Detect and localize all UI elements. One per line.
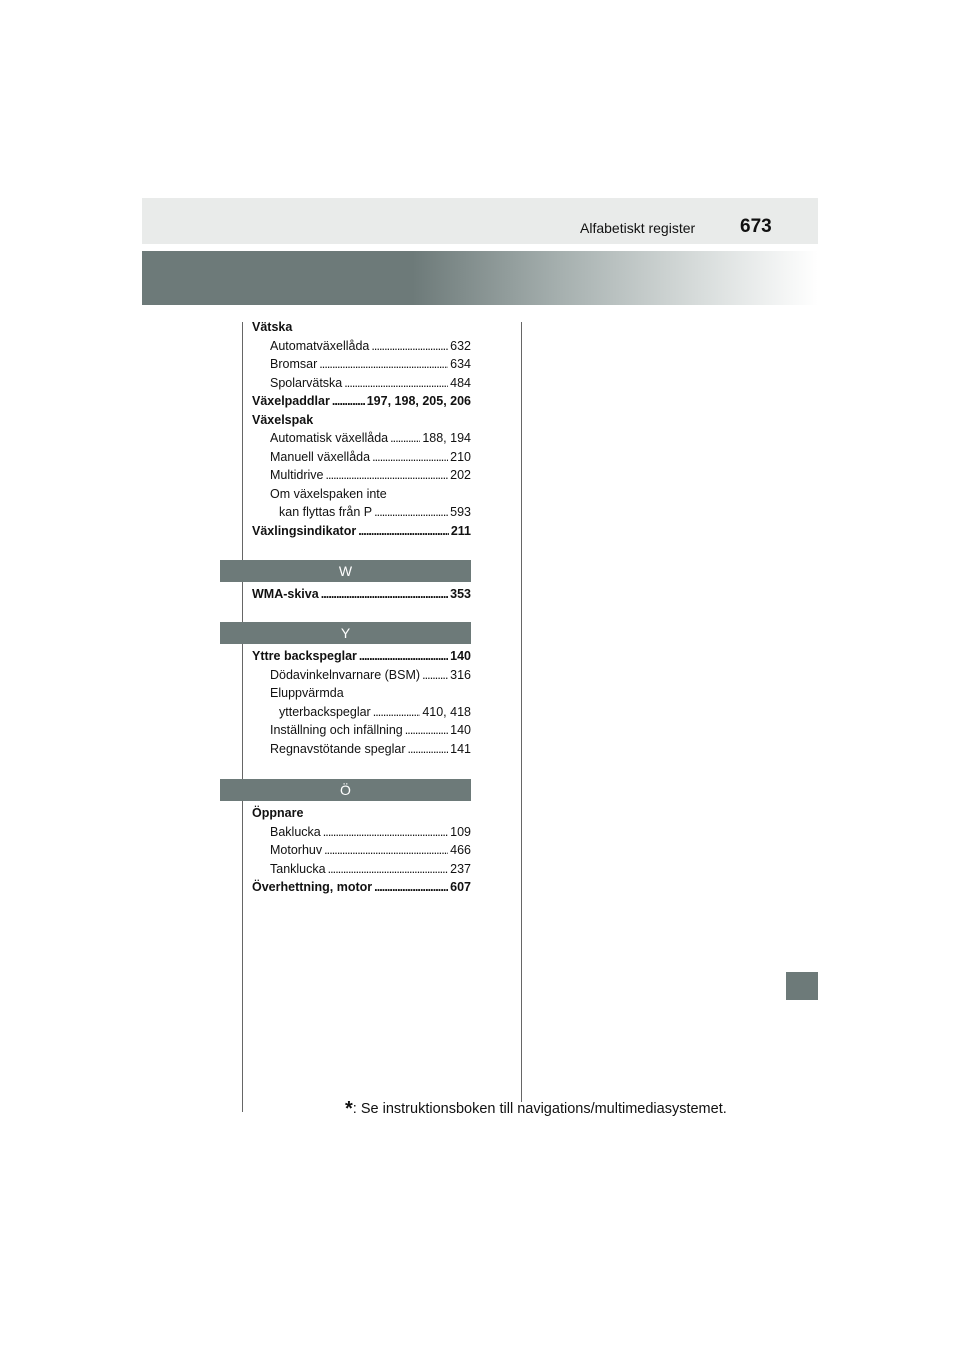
section-title: Alfabetiskt register (580, 220, 696, 236)
index-entry (252, 703, 471, 722)
dot-leader (324, 841, 448, 860)
index-term: Vätska (252, 320, 293, 334)
page-reference: 353 (450, 587, 471, 601)
page-reference: 140 (450, 649, 471, 663)
index-term: Automatisk växellåda (270, 431, 389, 445)
index-entry (252, 804, 471, 823)
page-reference: 607 (450, 880, 471, 894)
index-entry (252, 878, 471, 897)
dot-leader (323, 823, 448, 842)
dot-leader (358, 522, 449, 541)
dot-leader (374, 878, 448, 897)
index-section (252, 318, 471, 540)
index-term: Yttre backspeglar (252, 649, 357, 663)
index-term: Motorhuv (270, 843, 323, 857)
index-term: Överhettning, motor (252, 880, 373, 894)
page-reference: 466 (450, 843, 471, 857)
dot-leader (332, 392, 365, 411)
page-reference: 210 (450, 449, 471, 464)
dot-leader (359, 647, 448, 666)
page-reference: 410, 418 (422, 704, 471, 719)
page-reference: 316 (450, 667, 471, 682)
index-term: Om växelspaken inte (270, 486, 387, 501)
dot-leader (374, 503, 448, 522)
header-band (142, 198, 818, 244)
index-entry (252, 485, 471, 504)
index-term: Inställning och infällning (270, 723, 403, 737)
index-term: Dödavinkelnvarnare (BSM) (270, 667, 421, 682)
dot-leader (408, 740, 449, 759)
index-entry (252, 355, 471, 374)
index-entry (252, 647, 471, 666)
index-entry (252, 666, 471, 685)
column-divider-middle (521, 322, 522, 1102)
page-reference: 632 (450, 338, 471, 353)
page-number: 673 (740, 216, 772, 237)
chapter-tab (786, 972, 818, 1000)
page-reference: 484 (450, 375, 471, 390)
index-term: Multidrive (270, 468, 324, 482)
index-entry (252, 392, 471, 411)
header-gradient-bar (142, 251, 818, 305)
index-term: Bromsar (270, 357, 318, 371)
index-entry (252, 585, 471, 604)
index-term: Regnavstötande speglar (270, 741, 406, 756)
index-entry (252, 411, 471, 430)
index-term: Växelspak (252, 412, 314, 427)
page-reference: 197, 198, 205, 206 (366, 394, 471, 408)
index-term: WMA-skiva (252, 587, 319, 601)
dot-leader (326, 466, 449, 485)
index-entry (252, 721, 471, 740)
dot-leader (344, 374, 448, 393)
index-entry (252, 466, 471, 485)
page-reference: 211 (450, 523, 471, 538)
footnote-marker: * (345, 1098, 353, 1120)
footnote (345, 1098, 727, 1121)
index-entry (252, 374, 471, 393)
page-reference: 188, 194 (422, 431, 471, 445)
dot-leader (371, 337, 448, 356)
dot-leader (373, 703, 421, 722)
dot-leader (372, 448, 448, 467)
index-term: Tanklucka (270, 861, 326, 876)
index-term: Växelpaddlar (252, 394, 330, 408)
page-reference: 237 (450, 861, 471, 876)
dot-leader (405, 721, 448, 740)
dot-leader (390, 429, 420, 448)
footnote-text: : Se instruktionsboken till navigations/multimediasystemet. (352, 1101, 727, 1117)
index-entry (252, 318, 471, 337)
dot-leader (328, 860, 449, 879)
index-entry (252, 448, 471, 467)
index-term: Automatväxellåda (270, 338, 370, 353)
index-term: Manuell växellåda (270, 449, 371, 464)
index-term: Spolarvätska (270, 375, 343, 390)
index-entry (252, 522, 471, 541)
page-reference: 140 (450, 723, 471, 737)
page-reference: 141 (450, 741, 471, 756)
dot-leader (319, 355, 448, 374)
index-entry (252, 740, 471, 759)
page-reference: 202 (450, 468, 471, 482)
letter-header: Ö (220, 779, 471, 801)
index-entry (252, 860, 471, 879)
page-reference: 109 (450, 824, 471, 839)
dot-leader (321, 585, 448, 604)
index-term: ytterbackspeglar (279, 704, 371, 719)
index-term: Växlingsindikator (252, 523, 357, 538)
index-term: kan flyttas från P (279, 505, 373, 519)
index-term: Eluppvärmda (270, 686, 344, 700)
index-entry (252, 337, 471, 356)
column-divider-left (242, 322, 243, 1112)
index-section (252, 804, 471, 897)
dot-leader (422, 666, 448, 685)
letter-header: W (220, 560, 471, 582)
page-reference: 593 (450, 505, 471, 519)
index-section (252, 647, 471, 758)
letter-header: Y (220, 622, 471, 644)
index-term: Öppnare (252, 806, 304, 820)
index-entry (252, 503, 471, 522)
index-entry (252, 429, 471, 448)
index-entry (252, 841, 471, 860)
index-entry (252, 823, 471, 842)
index-entry (252, 684, 471, 703)
page-reference: 634 (450, 357, 471, 371)
index-term: Baklucka (270, 824, 321, 839)
index-section (252, 585, 471, 604)
